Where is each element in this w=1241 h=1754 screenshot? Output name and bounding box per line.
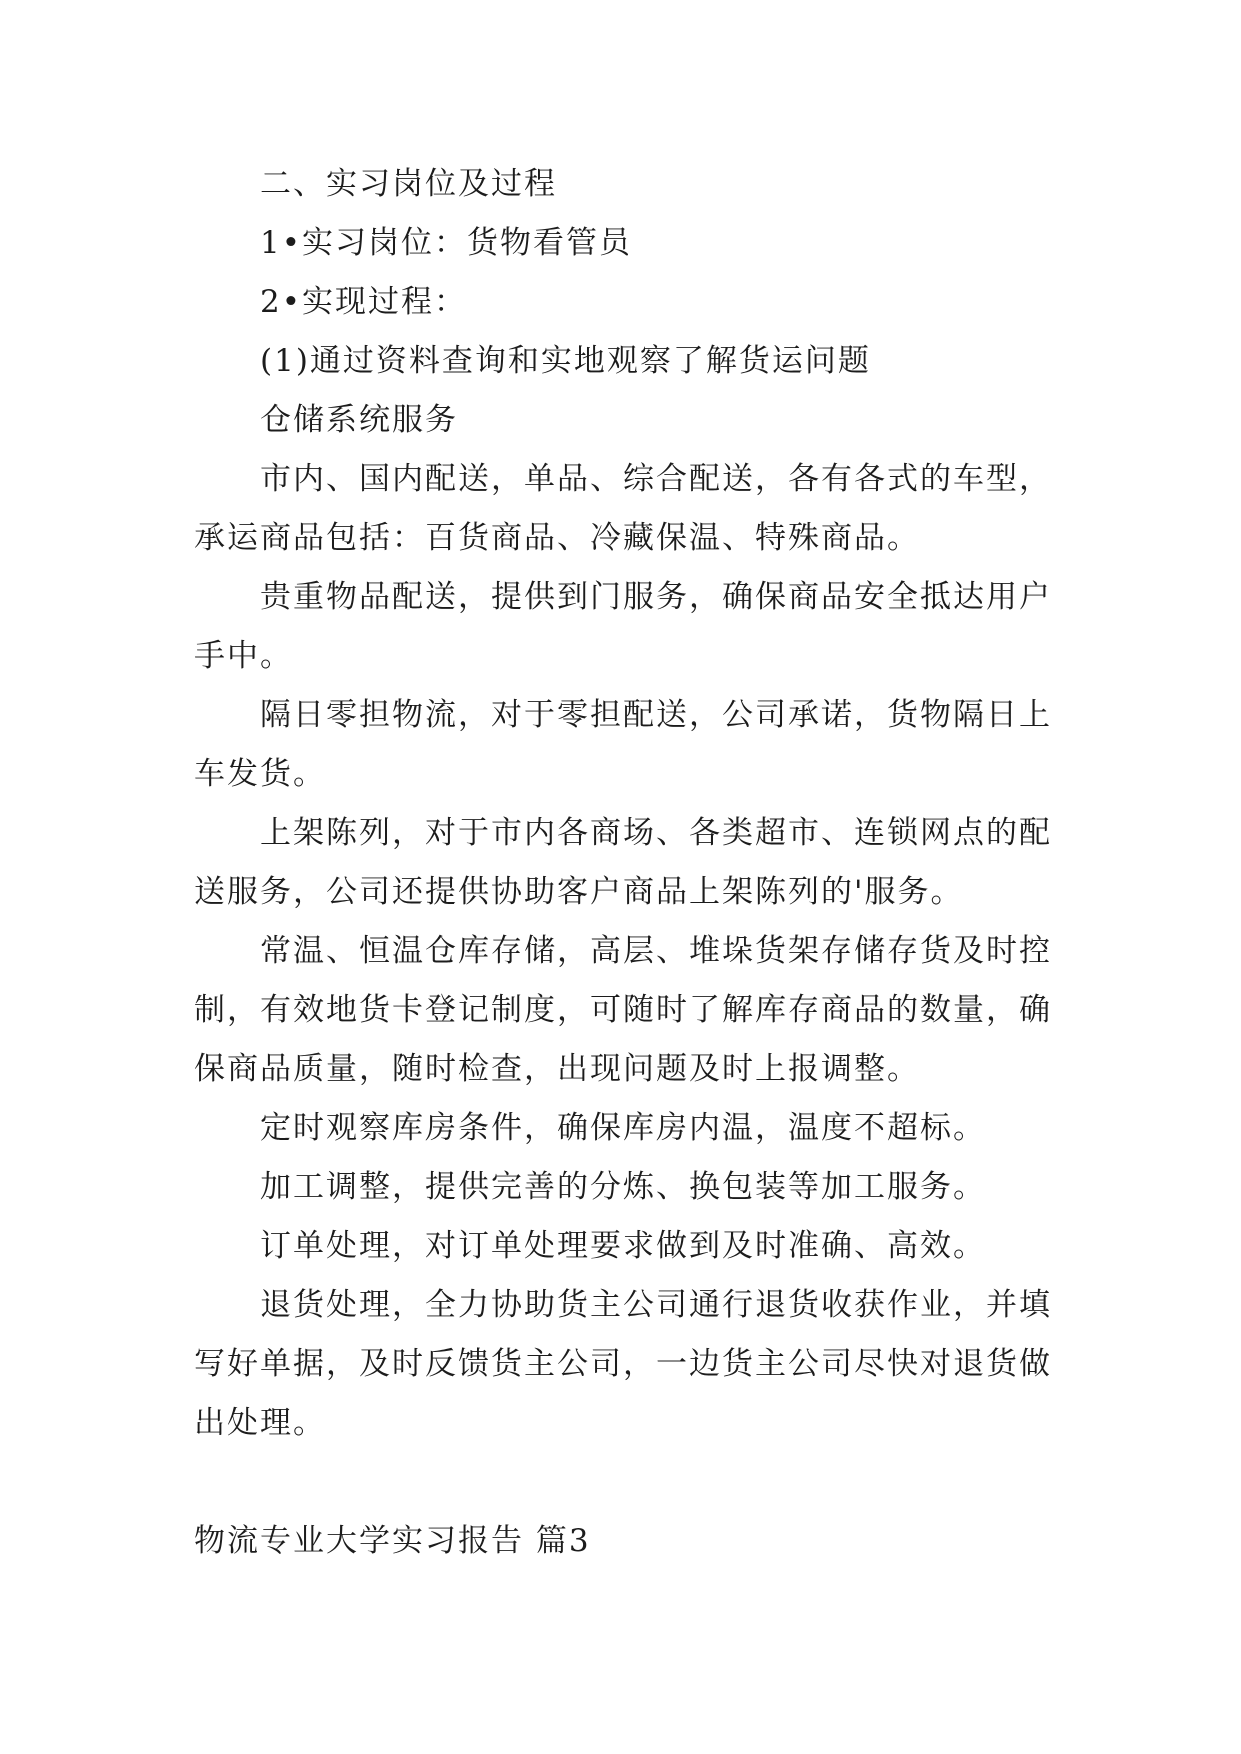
service-list (194, 450, 1056, 1453)
section-heading: 二、实习岗位及过程 (260, 166, 557, 202)
internship-post-line: 1•实习岗位：货物看管员 (260, 225, 633, 261)
service-paragraph: 订单处理，对订单处理要求做到及时准确、高效。 (260, 1228, 986, 1264)
service-paragraph: 退货处理，全力协助货主公司通行退货收获作业，并填写好单据，及时反馈货主公司，一边货主公司尽快对退货做出处理。 (194, 1287, 1052, 1441)
service-paragraph: 隔日零担物流，对于零担配送，公司承诺，货物隔日上车发货。 (194, 697, 1052, 792)
subsection-heading: (1)通过资料查询和实地观察了解货运问题 (260, 343, 871, 379)
service-heading: 仓储系统服务 (260, 402, 458, 438)
service-paragraph: 加工调整，提供完善的分炼、换包装等加工服务。 (260, 1169, 986, 1205)
internship-process-line: 2•实现过程： (260, 284, 468, 320)
service-paragraph: 定时观察库房条件，确保库房内温，温度不超标。 (260, 1110, 986, 1146)
document-body (194, 155, 1056, 1571)
service-paragraph: 常温、恒温仓库存储，高层、堆垛货架存储存货及时控制，有效地货卡登记制度，可随时了解库存商品的数量，确保商品质量，随时检查，出现问题及时上报调整。 (194, 933, 1052, 1087)
service-paragraph: 贵重物品配送，提供到门服务，确保商品安全抵达用户手中。 (194, 579, 1052, 674)
next-report-title: 物流专业大学实习报告 篇3 (194, 1523, 591, 1559)
service-paragraph: 市内、国内配送，单品、综合配送，各有各式的车型，承运商品包括：百货商品、冷藏保温、特殊商品。 (194, 461, 1052, 556)
service-paragraph: 上架陈列，对于市内各商场、各类超市、连锁网点的配送服务，公司还提供协助客户商品上架陈列的'服务。 (194, 815, 1052, 910)
